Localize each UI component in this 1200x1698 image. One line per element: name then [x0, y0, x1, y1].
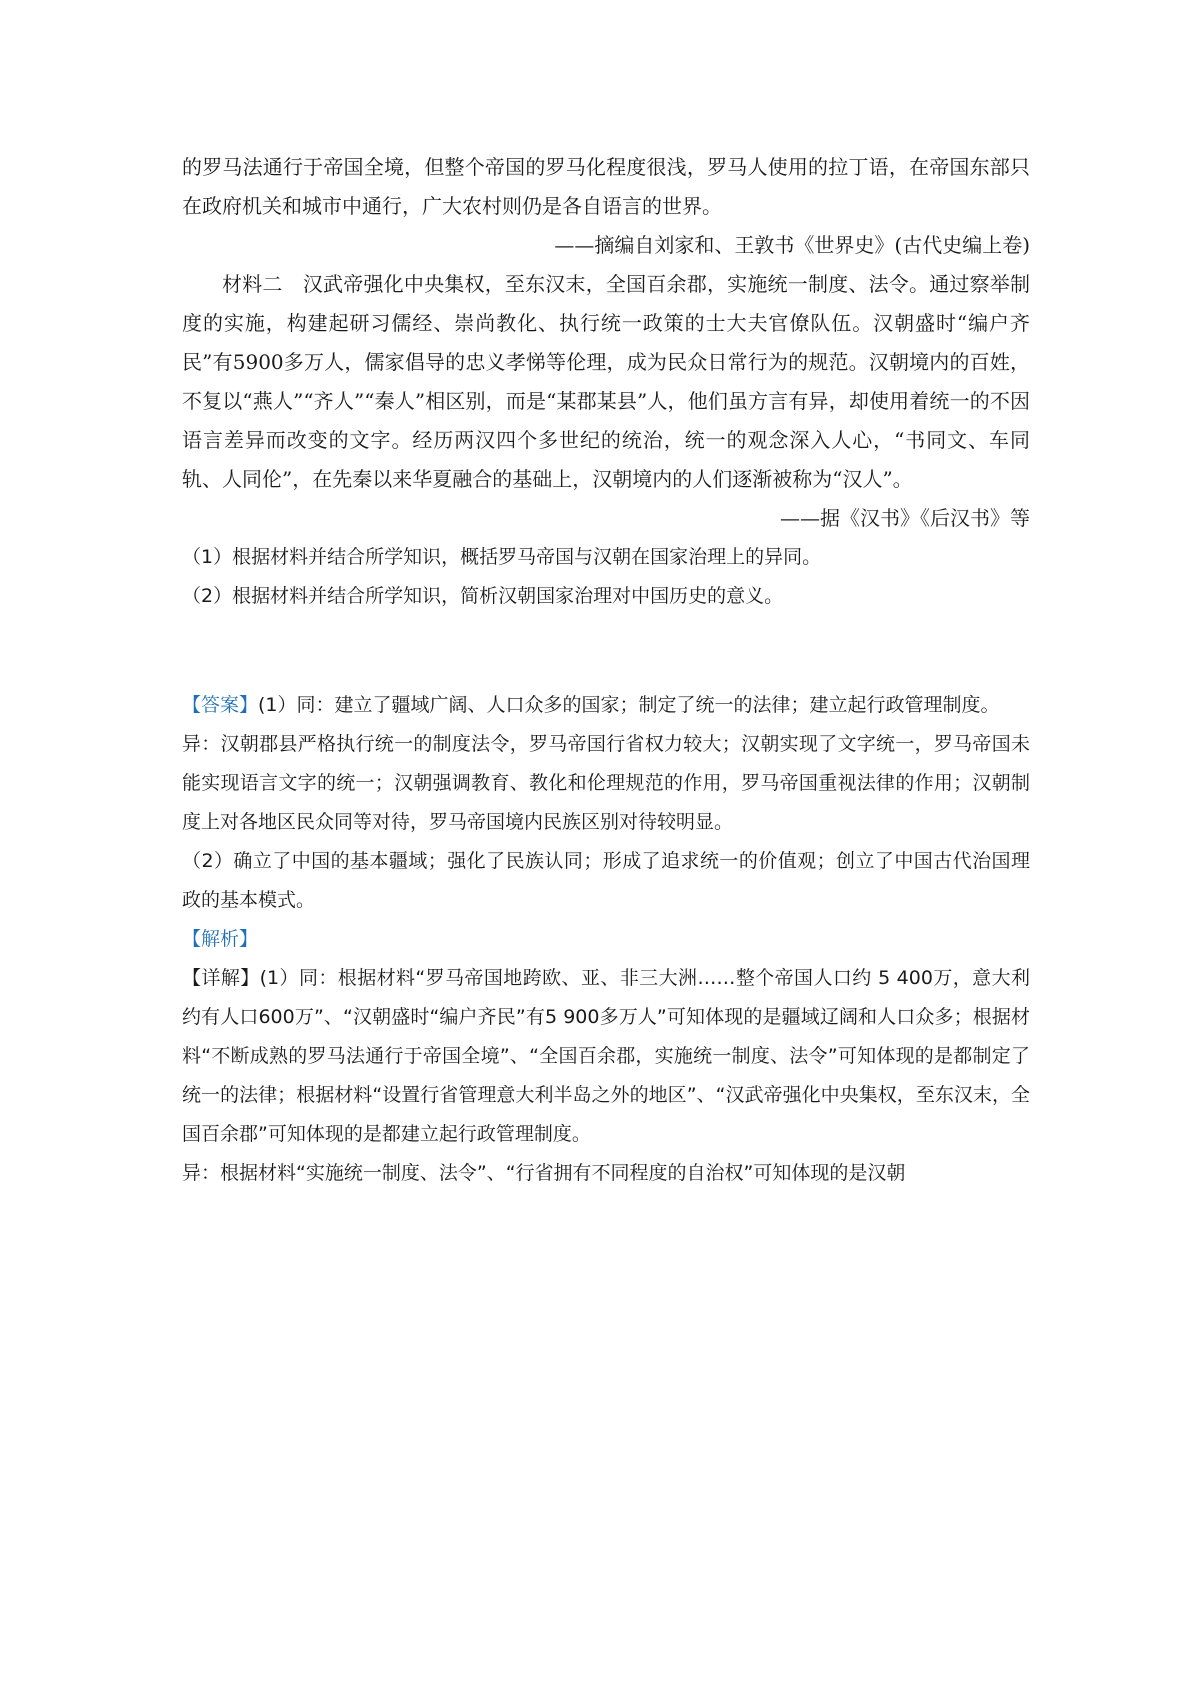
- material2-paragraph: [182, 265, 1030, 499]
- material1-continuation: 的罗马法通行于帝国全境，但整个帝国的罗马化程度很浅，罗马人使用的拉丁语，在帝国东部只在政府机关和城市中通行，广大农村则仍是各自语言的世界。: [182, 155, 1030, 218]
- analysis-paragraph-2: 异：根据材料“实施统一制度、法令”、“行省拥有不同程度的自治权”可知体现的是汉朝: [182, 1162, 906, 1184]
- spacer: [182, 616, 1030, 686]
- material2-source: ——据《汉书》《后汉书》等: [780, 506, 1030, 530]
- answer-paragraph-2: 异：汉朝郡县严格执行统一的制度法令，罗马帝国行省权力较大；汉朝实现了文字统一，罗马帝国未能实现语言文字的统一；汉朝强调教育、教化和伦理规范的作用，罗马帝国重视法律的作用；汉朝制度上对各地区民众同等对待，罗马帝国境内民族区别对待较明显。: [182, 733, 1030, 833]
- material1-source: ——摘编自刘家和、王敦书《世界史》(古代史编上卷): [554, 233, 1030, 257]
- answer-p1-text: (1）同：建立了疆域广阔、人口众多的国家；制定了统一的法律；建立起行政管理制度。: [258, 694, 1000, 716]
- analysis-p1-text: (1）同：根据材料“罗马帝国地跨欧、亚、非三大洲……整个帝国人口约 5 400万，意大利约有人口600万”、“汉朝盛时“编户齐民”有5 900多万人”可知体现的是疆域辽阔和人口众多；根据材料“不断成熟的罗马法通行于帝国全境”、“全国百余郡，实施统一制度、法令”可知体现的是都制定了统一的法律；根据材料“设置行省管理意大利半岛之外的地区”、“汉武帝强化中央集权，至东汉末，全国百余郡”可知体现的是都建立起行政管理制度。: [182, 967, 1030, 1145]
- question-2: （2）根据材料并结合所学知识，简析汉朝国家治理对中国历史的意义。: [182, 585, 784, 607]
- question-1: （1）根据材料并结合所学知识，概括罗马帝国与汉朝在国家治理上的异同。: [182, 546, 822, 568]
- answer-tag: 【答案】: [182, 694, 259, 716]
- detail-tag: 【详解】: [182, 967, 260, 989]
- analysis-tag: 【解析】: [182, 928, 259, 950]
- answer-paragraph-3: （2）确立了中国的基本疆域；强化了民族认同；形成了追求统一的价值观；创立了中国古代治国理政的基本模式。: [182, 850, 1030, 911]
- material2-label: 材料二: [222, 272, 283, 296]
- analysis-paragraph-1: [182, 959, 1030, 1154]
- answer-paragraph-1: [182, 686, 1030, 725]
- document-page: [182, 148, 1030, 1193]
- material2-text: 汉武帝强化中央集权，至东汉末，全国百余郡，实施统一制度、法令。通过察举制度的实施，构建起研习儒经、崇尚教化、执行统一政策的士大夫官僚队伍。汉朝盛时“编户齐民”有5900多万人，儒家倡导的忠义孝悌等伦理，成为民众日常行为的规范。汉朝境内的百姓，不复以“燕人”“齐人”“秦人”相区别，而是“某郡某县”人，他们虽方言有异，却使用着统一的不因语言差异而改变的文字。经历两汉四个多世纪的统治，统一的观念深入人心，“书同文、车同轨、人同伦”，在先秦以来华夏融合的基础上，汉朝境内的人们逐渐被称为“汉人”。: [182, 272, 1031, 491]
